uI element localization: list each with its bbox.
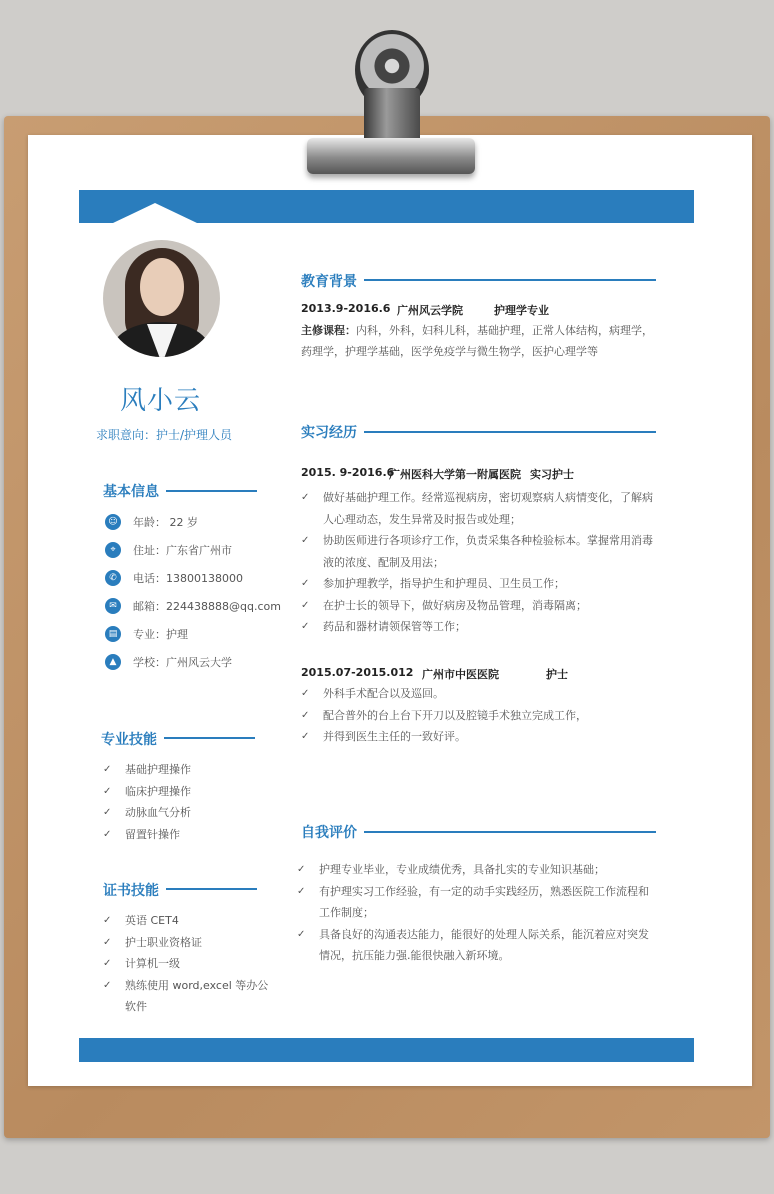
list-item [103,996,268,1018]
list-item-text: 有护理实习工作经验，有一定的动手实践经历，熟悉医院工作流程和 [319,884,649,898]
person-icon: ☺ [105,514,121,530]
list-item-text: 动脉血气分析 [125,806,191,819]
list-item-text: 软件 [125,1000,147,1013]
certificates-title: 证书技能 [103,883,159,899]
check-icon: ✓ [301,709,310,721]
avatar [103,240,220,357]
skills-rule [164,737,255,739]
check-icon: ✓ [103,828,112,840]
list-item-text: 基础护理操作 [125,763,191,776]
internship-rule [364,431,656,433]
check-icon: ✓ [301,599,310,611]
education-period: 2013.9-2016.6 [301,302,391,315]
education-entry [301,302,549,317]
list-item-text: 护士职业资格证 [125,935,202,949]
list-item-text: 做好基础护理工作。经常巡视病房，密切观察病人病情变化，了解病 [323,491,653,504]
basic-info-text: 住址：广东省广州市 [133,544,232,557]
list-item-text: 药品和器材请领保管等工作； [323,620,466,633]
education-title: 教育背景 [301,274,357,290]
job-2-duties [301,683,671,748]
check-icon: ✓ [297,885,306,897]
mail-icon: ✉ [105,598,121,614]
basic-info-text: 年龄： 22 岁 [133,516,198,529]
graduation-cap-icon: ▲ [105,654,121,670]
list-item [297,902,677,924]
list-item [301,616,671,638]
list-item [301,530,671,552]
list-item-text: 英语 CET4 [125,914,179,927]
clip-neck [364,88,420,144]
list-item [301,595,671,617]
education-school: 广州风云学院 [397,304,463,317]
list-item [297,881,677,903]
list-item-text: 参加护理教学，指导护生和护理员、卫生员工作； [323,577,565,590]
check-icon: ✓ [301,688,310,699]
basic-info-row [105,598,281,614]
basic-info-title: 基本信息 [103,484,159,500]
location-icon: ⌖ [105,542,121,558]
basic-info-row [105,514,198,530]
self-eval-title: 自我评价 [301,825,357,841]
list-item-text: 护理专业毕业，专业成绩优秀，具备扎实的专业知识基础； [319,863,605,876]
job-1-header [301,466,601,480]
list-item-text: 协助医师进行各项诊疗工作，负责采集各种检验标本。掌握常用消毒 [323,534,653,547]
list-item-text: 熟练使用 word,excel 等办公 [125,978,269,992]
list-item-text: 并得到医生主任的一致好评。 [323,730,466,743]
check-icon: ✓ [103,936,112,948]
list-item-text: 临床护理操作 [125,784,191,798]
job-2-header [301,666,601,680]
basic-info-row [105,542,232,558]
job-intent: 求职意向：护士/护理人员 [96,428,233,442]
courses-label: 主修课程： [301,324,356,337]
check-icon: ✓ [301,578,310,589]
job-2-org: 广州市中医医院 [422,668,499,681]
basic-info-text: 专业：护理 [133,628,188,641]
list-item [301,705,671,727]
header-notch [113,203,197,223]
check-icon: ✓ [103,807,112,818]
binder-clip-icon [307,138,475,174]
list-item [103,802,191,824]
list-item [103,781,191,803]
check-icon: ✓ [301,621,310,632]
self-eval-rule [364,831,656,833]
education-major: 护理学专业 [494,304,549,317]
basic-info-text: 电话：13800138000 [133,572,243,585]
basic-info-text: 学校：广州风云大学 [133,656,232,669]
check-icon: ✓ [103,915,112,926]
certificates-list [103,910,268,1018]
check-icon: ✓ [103,958,112,969]
job-1-role: 实习护士 [530,468,574,481]
phone-icon: ✆ [105,570,121,586]
list-item [103,910,268,932]
list-item [301,552,671,574]
check-icon: ✓ [301,492,310,503]
list-item-text: 人心理动态，发生异常及时报告或处理； [323,512,521,526]
job-1-duties [301,487,671,638]
list-item [301,726,671,748]
certificates-rule [166,888,257,890]
basic-info-text: 邮箱：224438888@qq.com [133,600,281,613]
list-item [103,975,268,997]
list-item-text: 液的浓度、配制及用法； [323,555,444,569]
list-item [301,509,671,531]
education-rule [364,279,656,281]
list-item [301,487,671,509]
job-2-role: 护士 [546,668,568,681]
check-icon: ✓ [103,785,112,797]
basic-info-row [105,626,188,642]
list-item [103,824,191,846]
list-item [103,932,268,954]
list-item [103,953,268,975]
basic-info-rule [166,490,257,492]
list-item [297,859,677,881]
list-item-text: 工作制度； [319,906,374,919]
list-item-text: 配合普外的台上台下开刀以及腔镜手术独立完成工作， [323,708,587,722]
list-item-text: 外科手术配合以及巡回。 [323,687,444,700]
check-icon: ✓ [297,928,306,940]
internship-title: 实习经历 [301,425,357,441]
job-1-org: 广州医科大学第一附属医院 [389,468,521,481]
courses-line-2: 药理学，护理学基础，医学免疫学与微生物学，医护心理学等 [301,345,598,358]
check-icon: ✓ [103,979,112,991]
list-item [301,683,671,705]
list-item-text: 具备良好的沟通表达能力，能很好的处理人际关系，能沉着应对突发 [319,927,649,941]
list-item [301,573,671,595]
list-item-text: 在护士长的领导下，做好病房及物品管理，消毒隔离； [323,598,587,612]
job-2-period: 2015.07-2015.012 [301,666,414,679]
courses-line-1: 内科，外科，妇科儿科，基础护理，正常人体结构，病理学， [356,324,653,337]
self-eval-list [297,859,677,967]
skills-list [103,759,191,845]
basic-info-row [105,570,243,586]
check-icon: ✓ [297,864,306,875]
list-item [103,759,191,781]
education-courses [301,320,661,362]
candidate-name: 风小云 [120,386,202,416]
check-icon: ✓ [301,535,310,546]
book-icon: ▤ [105,626,121,642]
skills-title: 专业技能 [101,732,157,748]
basic-info-row [105,654,232,670]
job-1-period: 2015. 9-2016.6 [301,466,395,479]
list-item [297,945,677,967]
check-icon: ✓ [103,764,112,775]
list-item [297,924,677,946]
list-item-text: 计算机一级 [125,957,180,970]
check-icon: ✓ [301,731,310,742]
footer-bar [79,1038,694,1062]
list-item-text: 留置针操作 [125,827,180,841]
list-item-text: 情况，抗压能力强.能很快融入新环境。 [319,949,510,962]
